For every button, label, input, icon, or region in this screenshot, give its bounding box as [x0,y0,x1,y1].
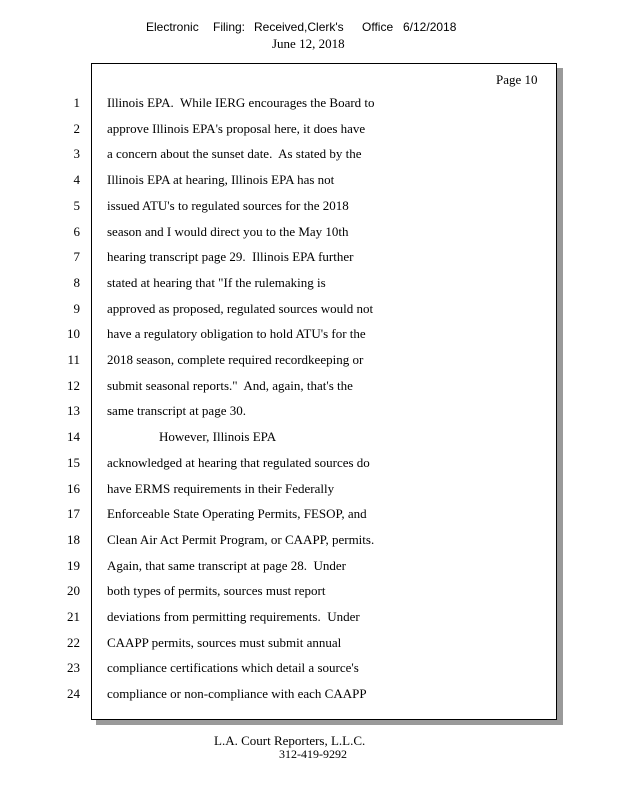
stamp-word-date: 6/12/2018 [403,20,457,34]
line-number: 10 [67,326,80,341]
transcript-line-text: stated at hearing that "If the rulemaking is [107,275,326,290]
line-number: 21 [67,609,80,624]
line-number: 16 [67,481,80,496]
transcript-line-text: hearing transcript page 29. Illinois EPA further [107,249,354,264]
line-number: 11 [67,352,80,367]
line-number: 1 [73,95,80,110]
line-number: 6 [73,224,80,239]
transcript-line-text: deviations from permitting requirements. Under [107,609,360,624]
transcript-line-text: CAAPP permits, sources must submit annual [107,635,342,650]
transcript-line-text: approved as proposed, regulated sources would not [107,301,374,316]
line-number: 24 [67,686,80,701]
line-number: 18 [67,532,80,547]
transcript-line-text: have a regulatory obligation to hold ATU's for the [107,326,366,341]
transcript-line-text: However, Illinois EPA [107,429,277,444]
line-number: 22 [67,635,80,650]
line-number: 23 [67,660,80,675]
line-number: 20 [67,583,80,598]
line-number: 7 [73,249,80,264]
stamp-word-office: Office [362,20,394,34]
transcript-line-text: submit seasonal reports." And, again, that's the [107,378,353,393]
line-number: 19 [67,558,80,573]
stamp-word-received-clerks: Received,Clerk's [254,20,344,34]
transcript-line-text: both types of permits, sources must report [107,583,326,598]
page-number: Page 10 [496,72,538,87]
line-number: 3 [73,146,80,161]
transcript-line-text: same transcript at page 30. [107,403,246,418]
transcript-line-text: issued ATU's to regulated sources for the 2018 [107,198,349,213]
transcript-line-text: have ERMS requirements in their Federally [107,481,335,496]
footer-reporter-phone: 312-419-9292 [279,747,347,761]
transcript-line-text: acknowledged at hearing that regulated sources do [107,455,370,470]
transcript-line-text: Illinois EPA. While IERG encourages the Board to [107,95,375,110]
transcript-line-text: compliance certifications which detail a source's [107,660,359,675]
filed-date: June 12, 2018 [272,36,345,51]
transcript-line-text: 2018 season, complete required recordkeeping or [107,352,364,367]
transcript-line-text: Again, that same transcript at page 28. Under [107,558,346,573]
line-number: 12 [67,378,80,393]
stamp-word-electronic: Electronic [146,20,199,34]
line-number: 14 [67,429,80,444]
line-number: 15 [67,455,80,470]
transcript-line-text: approve Illinois EPA's proposal here, it does have [107,121,366,136]
line-number: 13 [67,403,80,418]
transcript-line-text: compliance or non-compliance with each CAAPP [107,686,367,701]
line-number: 9 [73,301,80,316]
line-number: 5 [73,198,80,213]
line-number: 2 [73,121,80,136]
stamp-word-filing: Filing: [213,20,246,34]
transcript-line-text: a concern about the sunset date. As stated by the [107,146,362,161]
transcript-line-text: Enforceable State Operating Permits, FESOP, and [107,506,367,521]
transcript-line-text: Clean Air Act Permit Program, or CAAPP, permits. [107,532,375,547]
footer-reporter-name: L.A. Court Reporters, L.L.C. [214,733,366,748]
line-number: 8 [73,275,80,290]
line-number: 17 [67,506,80,521]
transcript-line-text: Illinois EPA at hearing, Illinois EPA has not [107,172,335,187]
transcript-line-text: season and I would direct you to the May 10th [107,224,349,239]
line-number: 4 [73,172,80,187]
